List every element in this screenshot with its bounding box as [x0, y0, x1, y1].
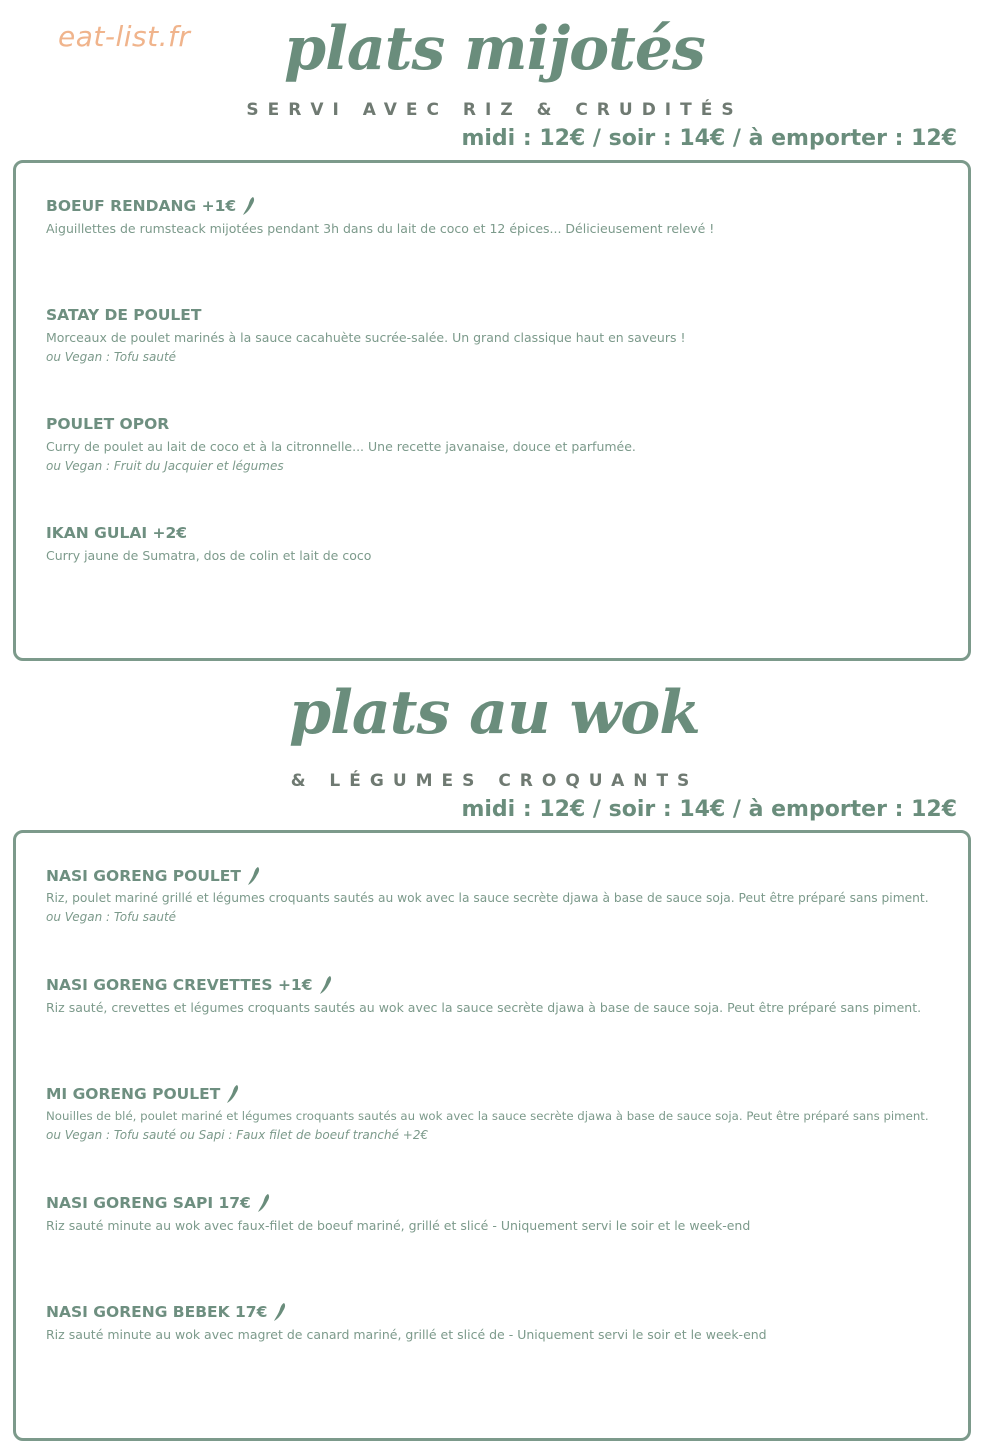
- section-prices-wok: midi : 12€ / soir : 14€ / à emporter : 12€: [461, 797, 957, 822]
- item-description: Riz sauté minute au wok avec magret de canard mariné, grillé et slicé de - Uniquement servi le soir et le week-end: [46, 1327, 767, 1342]
- chili-icon: [319, 975, 333, 995]
- section-prices-mijotes: midi : 12€ / soir : 14€ / à emporter : 12€: [461, 126, 957, 151]
- item-name: NASI GORENG BEBEK 17€: [46, 1303, 268, 1321]
- item-description: Nouilles de blé, poulet mariné et légumes croquants sautés au wok avec la sauce secrète djawa à base de sauce soja. Peut être préparé sans piment.: [46, 1109, 929, 1123]
- item-name: MI GORENG POULET: [46, 1085, 221, 1103]
- menu-item: [46, 522, 938, 563]
- item-name: IKAN GULAI +2€: [46, 524, 188, 542]
- section-title-wok: plats au wok: [289, 678, 700, 748]
- item-name: POULET OPOR: [46, 415, 170, 433]
- item-name: BOEUF RENDANG +1€: [46, 197, 237, 215]
- item-vegan-option: ou Vegan : Tofu sauté: [46, 350, 177, 364]
- item-description: Curry de poulet au lait de coco et à la citronnelle... Une recette javanaise, douce et parfumée.: [46, 439, 636, 454]
- item-name: NASI GORENG SAPI 17€: [46, 1194, 251, 1212]
- menu-item: [46, 195, 938, 236]
- chili-icon: [226, 1084, 240, 1104]
- item-description: Morceaux de poulet marinés à la sauce cacahuète sucrée-salée. Un grand classique haut en saveurs !: [46, 330, 686, 345]
- chili-icon: [273, 1302, 287, 1322]
- item-description: Riz, poulet mariné grillé et légumes croquants sautés au wok avec la sauce secrète djawa à base de sauce soja. Peut être préparé sans piment.: [46, 891, 929, 905]
- item-name: SATAY DE POULET: [46, 306, 202, 324]
- menu-item: [46, 304, 938, 364]
- item-description: Aiguillettes de rumsteack mijotées pendant 3h dans du lait de coco et 12 épices... Délicieusement relevé !: [46, 221, 715, 236]
- menu-item: [46, 865, 938, 924]
- menu-item: [46, 413, 938, 473]
- item-description: Riz sauté, crevettes et légumes croquants sautés au wok avec la sauce secrète djawa à base de sauce soja. Peut être préparé sans piment.: [46, 1000, 922, 1015]
- watermark: eat-list.fr: [58, 20, 191, 53]
- menu-item: [46, 1192, 938, 1233]
- section-subtitle-mijotes: SERVI AVEC RIZ & CRUDITÉS: [246, 100, 743, 120]
- chili-icon: [257, 1193, 271, 1213]
- item-vegan-option: ou Vegan : Fruit du Jacquier et légumes: [46, 459, 284, 473]
- item-description: Riz sauté minute au wok avec faux-filet de boeuf mariné, grillé et slicé - Uniquement servi le soir et le week-end: [46, 1218, 751, 1233]
- item-description: Curry jaune de Sumatra, dos de colin et lait de coco: [46, 548, 372, 563]
- item-name: NASI GORENG CREVETTES +1€: [46, 976, 313, 994]
- section-subtitle-wok: & LÉGUMES CROQUANTS: [290, 771, 699, 791]
- item-vegan-option: ou Vegan : Tofu sauté ou Sapi : Faux filet de boeuf tranché +2€: [46, 1128, 429, 1142]
- section-title-mijotes: plats mijotés: [284, 14, 705, 84]
- item-vegan-option: ou Vegan : Tofu sauté: [46, 910, 177, 924]
- menu-item: [46, 974, 938, 1015]
- menu-panel-wok: [13, 830, 971, 1441]
- chili-icon: [247, 866, 261, 886]
- menu-item: [46, 1083, 938, 1142]
- item-name: NASI GORENG POULET: [46, 867, 241, 885]
- chili-icon: [242, 196, 256, 216]
- menu-item: [46, 1301, 938, 1342]
- menu-panel-mijotes: [13, 160, 971, 661]
